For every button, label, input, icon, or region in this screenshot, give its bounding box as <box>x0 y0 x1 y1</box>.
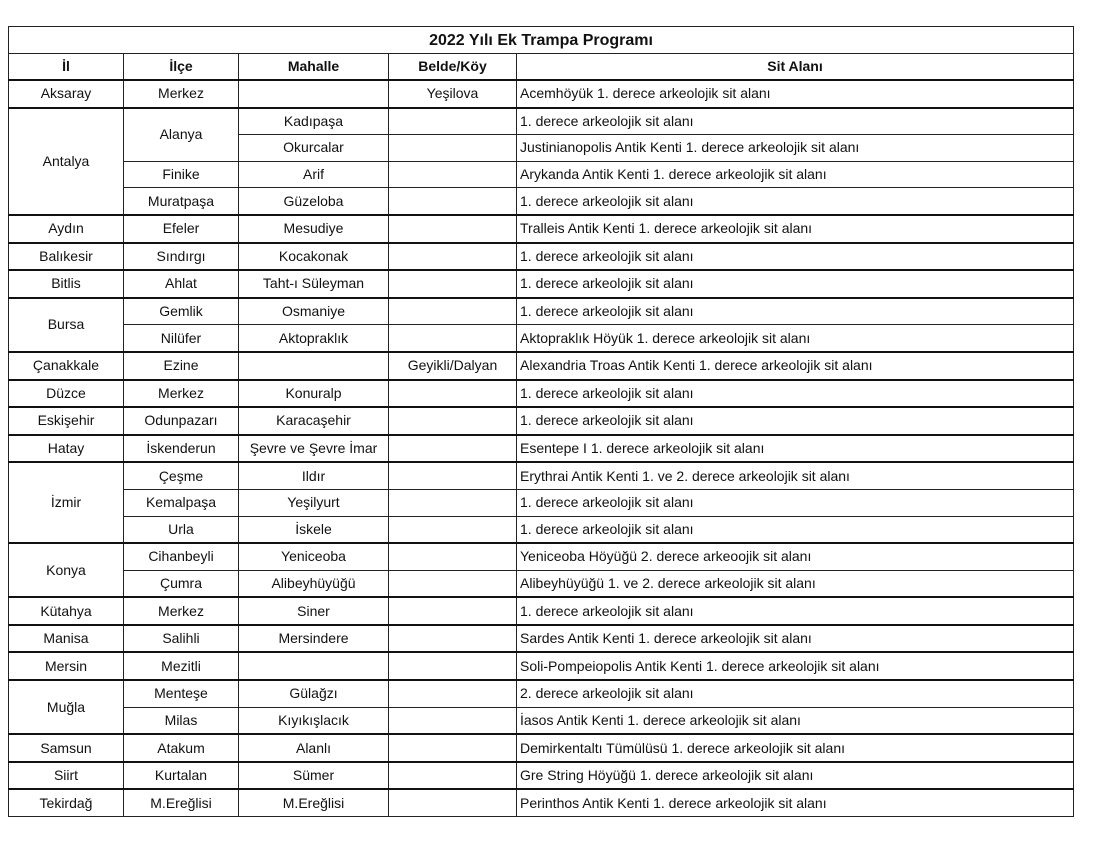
cell-mahalle: Yeniceoba <box>239 543 389 570</box>
cell-il: Kütahya <box>9 597 124 625</box>
cell-sit-alani: 1. derece arkeolojik sit alanı <box>517 298 1074 325</box>
table-row <box>9 516 1074 543</box>
cell-il: Bitlis <box>9 270 124 298</box>
cell-ilce: Alanya <box>124 108 239 162</box>
cell-mahalle: Kocakonak <box>239 243 389 271</box>
table-row <box>9 489 1074 516</box>
cell-belde-koy <box>389 789 517 816</box>
cell-sit-alani: 1. derece arkeolojik sit alanı <box>517 597 1074 625</box>
cell-belde-koy <box>389 680 517 707</box>
table-row <box>9 543 1074 570</box>
cell-belde-koy <box>389 652 517 680</box>
cell-sit-alani: 1. derece arkeolojik sit alanı <box>517 243 1074 271</box>
cell-mahalle: Siner <box>239 597 389 625</box>
cell-il: Konya <box>9 543 124 597</box>
cell-il: Bursa <box>9 298 124 352</box>
cell-ilce: Milas <box>124 707 239 734</box>
table-row <box>9 215 1074 243</box>
cell-ilce: Cihanbeyli <box>124 543 239 570</box>
trampa-program-table <box>8 26 1074 817</box>
cell-ilce: Çumra <box>124 570 239 597</box>
cell-belde-koy <box>389 407 517 435</box>
cell-sit-alani: Sardes Antik Kenti 1. derece arkeolojik sit alanı <box>517 625 1074 653</box>
cell-mahalle: Arif <box>239 161 389 188</box>
cell-ilce: Menteşe <box>124 680 239 707</box>
cell-belde-koy <box>389 734 517 762</box>
cell-ilce: M.Ereğlisi <box>124 789 239 816</box>
cell-belde-koy: Yeşilova <box>389 80 517 108</box>
cell-mahalle: Güzeloba <box>239 188 389 215</box>
table-row <box>9 161 1074 188</box>
cell-ilce: Ezine <box>124 352 239 380</box>
cell-belde-koy <box>389 243 517 271</box>
cell-sit-alani: Soli-Pompeiopolis Antik Kenti 1. derece arkeolojik sit alanı <box>517 652 1074 680</box>
table-row <box>9 270 1074 298</box>
cell-il: Siirt <box>9 762 124 790</box>
cell-belde-koy <box>389 570 517 597</box>
cell-sit-alani: Yeniceoba Höyüğü 2. derece arkeoojik sit alanı <box>517 543 1074 570</box>
cell-ilce: Efeler <box>124 215 239 243</box>
cell-belde-koy <box>389 188 517 215</box>
cell-belde-koy: Geyikli/Dalyan <box>389 352 517 380</box>
cell-sit-alani: Esentepe I 1. derece arkeolojik sit alanı <box>517 435 1074 463</box>
table-row <box>9 625 1074 653</box>
table-row <box>9 762 1074 790</box>
cell-mahalle: İskele <box>239 516 389 543</box>
cell-ilce: Finike <box>124 161 239 188</box>
header-belde-koy: Belde/Köy <box>389 54 517 81</box>
cell-il: Aksaray <box>9 80 124 108</box>
table-row <box>9 652 1074 680</box>
header-sit-alani: Sit Alanı <box>517 54 1074 81</box>
cell-belde-koy <box>389 462 517 489</box>
table-row <box>9 243 1074 271</box>
cell-sit-alani: Erythrai Antik Kenti 1. ve 2. derece arkeolojik sit alanı <box>517 462 1074 489</box>
header-ilce: İlçe <box>124 54 239 81</box>
cell-mahalle: Kıyıkışlacık <box>239 707 389 734</box>
cell-mahalle: Osmaniye <box>239 298 389 325</box>
cell-sit-alani: 1. derece arkeolojik sit alanı <box>517 108 1074 135</box>
header-mahalle: Mahalle <box>239 54 389 81</box>
cell-belde-koy <box>389 325 517 352</box>
cell-mahalle: M.Ereğlisi <box>239 789 389 816</box>
cell-belde-koy <box>389 707 517 734</box>
cell-mahalle <box>239 352 389 380</box>
table-row <box>9 680 1074 707</box>
cell-ilce: Mezitli <box>124 652 239 680</box>
cell-ilce: Salihli <box>124 625 239 653</box>
cell-il: İzmir <box>9 462 124 543</box>
cell-mahalle: Mersindere <box>239 625 389 653</box>
cell-belde-koy <box>389 435 517 463</box>
table-row <box>9 108 1074 135</box>
table-title: 2022 Yılı Ek Trampa Programı <box>9 27 1074 54</box>
cell-ilce: Merkez <box>124 80 239 108</box>
table-row <box>9 707 1074 734</box>
cell-sit-alani: Alexandria Troas Antik Kenti 1. derece arkeolojik sit alanı <box>517 352 1074 380</box>
cell-ilce: Kurtalan <box>124 762 239 790</box>
cell-belde-koy <box>389 516 517 543</box>
table-row <box>9 325 1074 352</box>
cell-ilce: Atakum <box>124 734 239 762</box>
cell-il: Çanakkale <box>9 352 124 380</box>
cell-il: Samsun <box>9 734 124 762</box>
cell-sit-alani: 1. derece arkeolojik sit alanı <box>517 489 1074 516</box>
cell-sit-alani: Demirkentaltı Tümülüsü 1. derece arkeolojik sit alanı <box>517 734 1074 762</box>
cell-il: Hatay <box>9 435 124 463</box>
cell-mahalle: Alibeyhüyüğü <box>239 570 389 597</box>
cell-belde-koy <box>389 108 517 135</box>
cell-sit-alani: Justinianopolis Antik Kenti 1. derece arkeolojik sit alanı <box>517 135 1074 162</box>
cell-mahalle: Aktopraklık <box>239 325 389 352</box>
header-il: İl <box>9 54 124 81</box>
cell-ilce: Urla <box>124 516 239 543</box>
cell-mahalle: Okurcalar <box>239 135 389 162</box>
table-row <box>9 435 1074 463</box>
table-row <box>9 462 1074 489</box>
cell-sit-alani: Tralleis Antik Kenti 1. derece arkeolojik sit alanı <box>517 215 1074 243</box>
cell-sit-alani: 1. derece arkeolojik sit alanı <box>517 407 1074 435</box>
cell-mahalle: Kadıpaşa <box>239 108 389 135</box>
table-row <box>9 789 1074 816</box>
cell-ilce: Kemalpaşa <box>124 489 239 516</box>
cell-sit-alani: Alibeyhüyüğü 1. ve 2. derece arkeolojik sit alanı <box>517 570 1074 597</box>
cell-belde-koy <box>389 161 517 188</box>
table-row <box>9 352 1074 380</box>
cell-ilce: Nilüfer <box>124 325 239 352</box>
cell-sit-alani: Gre String Höyüğü 1. derece arkeolojik sit alanı <box>517 762 1074 790</box>
cell-sit-alani: 1. derece arkeolojik sit alanı <box>517 516 1074 543</box>
cell-il: Tekirdağ <box>9 789 124 816</box>
cell-ilce: Çeşme <box>124 462 239 489</box>
cell-sit-alani: 1. derece arkeolojik sit alanı <box>517 188 1074 215</box>
cell-sit-alani: 1. derece arkeolojik sit alanı <box>517 270 1074 298</box>
cell-ilce: Muratpaşa <box>124 188 239 215</box>
cell-mahalle: Gülağzı <box>239 680 389 707</box>
header-row <box>9 54 1074 81</box>
cell-il: Eskişehir <box>9 407 124 435</box>
cell-ilce: İskenderun <box>124 435 239 463</box>
cell-sit-alani: Aktopraklık Höyük 1. derece arkeolojik sit alanı <box>517 325 1074 352</box>
cell-belde-koy <box>389 762 517 790</box>
cell-mahalle: Mesudiye <box>239 215 389 243</box>
cell-ilce: Sındırgı <box>124 243 239 271</box>
cell-mahalle: Alanlı <box>239 734 389 762</box>
cell-il: Düzce <box>9 380 124 408</box>
table-row <box>9 570 1074 597</box>
cell-il: Antalya <box>9 108 124 215</box>
cell-il: Muğla <box>9 680 124 734</box>
cell-ilce: Merkez <box>124 597 239 625</box>
cell-mahalle <box>239 652 389 680</box>
cell-mahalle: Ildır <box>239 462 389 489</box>
table-row <box>9 597 1074 625</box>
cell-mahalle: Taht-ı Süleyman <box>239 270 389 298</box>
cell-il: Mersin <box>9 652 124 680</box>
cell-ilce: Odunpazarı <box>124 407 239 435</box>
cell-belde-koy <box>389 270 517 298</box>
cell-ilce: Ahlat <box>124 270 239 298</box>
cell-il: Balıkesir <box>9 243 124 271</box>
table-row <box>9 80 1074 108</box>
cell-belde-koy <box>389 543 517 570</box>
cell-sit-alani: 1. derece arkeolojik sit alanı <box>517 380 1074 408</box>
table-row <box>9 407 1074 435</box>
cell-sit-alani: Arykanda Antik Kenti 1. derece arkeolojik sit alanı <box>517 161 1074 188</box>
table-row <box>9 188 1074 215</box>
table-row <box>9 734 1074 762</box>
cell-mahalle: Konuralp <box>239 380 389 408</box>
cell-sit-alani: Acemhöyük 1. derece arkeolojik sit alanı <box>517 80 1074 108</box>
cell-mahalle: Şevre ve Şevre İmar <box>239 435 389 463</box>
cell-belde-koy <box>389 625 517 653</box>
cell-belde-koy <box>389 380 517 408</box>
cell-sit-alani: Perinthos Antik Kenti 1. derece arkeolojik sit alanı <box>517 789 1074 816</box>
table-body <box>9 80 1074 817</box>
trampa-program-sheet <box>8 26 1073 817</box>
cell-belde-koy <box>389 135 517 162</box>
cell-ilce: Gemlik <box>124 298 239 325</box>
cell-belde-koy <box>389 215 517 243</box>
cell-belde-koy <box>389 489 517 516</box>
cell-belde-koy <box>389 298 517 325</box>
cell-il: Aydın <box>9 215 124 243</box>
table-row <box>9 380 1074 408</box>
cell-sit-alani: 2. derece arkeolojik sit alanı <box>517 680 1074 707</box>
cell-mahalle <box>239 80 389 108</box>
cell-belde-koy <box>389 597 517 625</box>
table-row <box>9 298 1074 325</box>
cell-mahalle: Yeşilyurt <box>239 489 389 516</box>
cell-ilce: Merkez <box>124 380 239 408</box>
cell-mahalle: Karacaşehir <box>239 407 389 435</box>
cell-sit-alani: İasos Antik Kenti 1. derece arkeolojik sit alanı <box>517 707 1074 734</box>
cell-il: Manisa <box>9 625 124 653</box>
cell-mahalle: Sümer <box>239 762 389 790</box>
